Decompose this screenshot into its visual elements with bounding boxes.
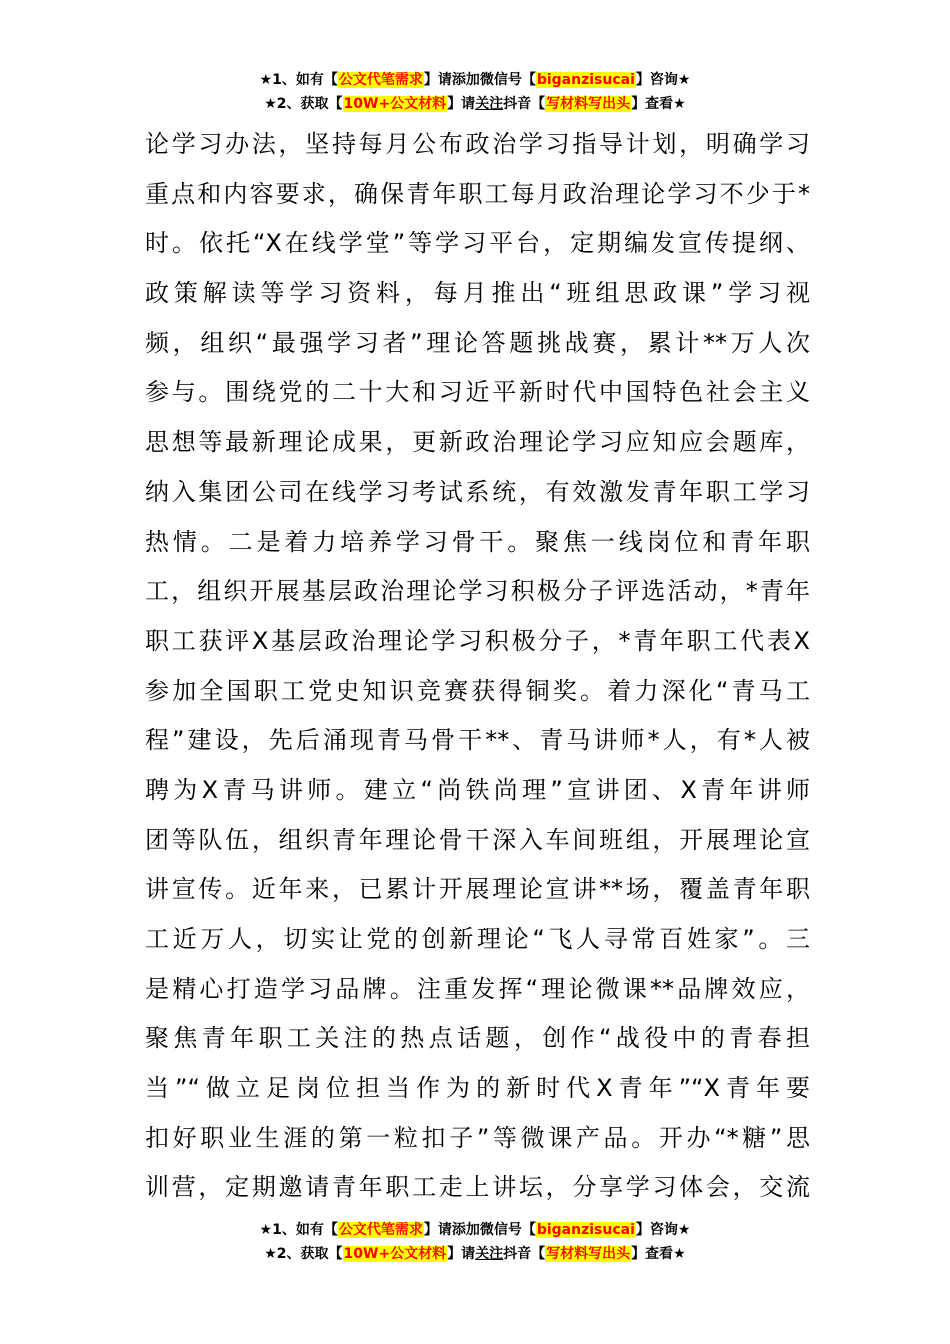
body-line: 论学习办法，坚持每月公布政治学习指导计划，明确学习 [145,130,810,158]
footer-line-2 [0,1242,950,1266]
header-line-2-prefix: ★2、获取【 [264,96,343,112]
body-line: 政策解读等学习资料，每月推出“班组思政课”学习视 [145,279,810,308]
footer-line-2-emphasis: 关注 [475,1246,504,1262]
body-line: 参与。围绕党的二十大和习近平新时代中国特色社会主义 [145,378,810,407]
header-banner [0,68,950,116]
body-line: 聘为X青马讲师。建立“尚铁尚理”宣讲团、X青年讲师 [145,775,810,804]
header-line-1-emphasis: 添加 [451,72,480,88]
footer-line-1-mid-2: 微信号【 [479,1222,536,1238]
footer-line-1-suffix: 】咨询★ [635,1222,691,1238]
body-line: 职工获评X基层政治理论学习积极分子，*青年职工代表X [145,626,810,655]
footer-line-1-highlight-service: 公文代笔需求 [338,1222,423,1238]
body-line: 是精心打造学习品牌。注重发挥“理论微课**品牌效应， [145,974,810,1003]
footer-line-1-mid: 】请 [423,1222,452,1238]
footer-line-1-highlight-wechat: biganzisucai [536,1222,635,1238]
body-line: 程”建设，先后涌现青马骨干**、青马讲师*人，有*人被 [145,726,810,755]
header-line-2 [0,92,950,116]
footer-line-2-highlight-douyin: 写材料写出头 [546,1246,631,1262]
header-line-2-highlight-materials: 10W+公文材料 [343,96,447,112]
footer-line-2-mid: 】请 [447,1246,476,1262]
header-line-1 [0,68,950,92]
body-line: 团等队伍，组织青年理论骨干深入车间班组，开展理论宣 [145,825,810,854]
body-line: 聚焦青年职工关注的热点话题，创作“战役中的青春担 [145,1024,810,1053]
header-line-1-mid: 】请 [423,72,452,88]
footer-line-1-prefix: ★1、如有【 [259,1222,338,1238]
body-line: 讲宣传。近年来，已累计开展理论宣讲**场，覆盖青年职 [145,875,810,904]
header-line-1-prefix: ★1、如有【 [259,72,338,88]
footer-line-2-prefix: ★2、获取【 [264,1246,343,1262]
body-line: 训营，定期邀请青年职工走上讲坛，分享学习体会，交流 [145,1173,810,1202]
body-line: 参加全国职工党史知识竞赛获得铜奖。着力深化“青马工 [145,676,810,705]
body-line: 重点和内容要求，确保青年职工每月政治理论学习不少于* [145,179,810,208]
body-line: 工，组织开展基层政治理论学习积极分子评选活动，*青年 [145,577,810,606]
footer-line-1 [0,1218,950,1242]
body-line: 当”“做立足岗位担当作为的新时代X青年”“X青年要 [145,1074,810,1103]
header-line-2-highlight-douyin: 写材料写出头 [546,96,631,112]
footer-line-1-emphasis: 添加 [451,1222,480,1238]
footer-banner [0,1218,950,1266]
header-line-2-mid: 】请 [447,96,476,112]
header-line-2-suffix: 】查看★ [631,96,686,112]
header-line-2-mid-2: 抖音【 [503,96,546,112]
header-line-1-highlight-service: 公文代笔需求 [338,72,423,88]
header-line-1-suffix: 】咨询★ [635,72,691,88]
document-body [145,120,810,1213]
footer-line-2-highlight-materials: 10W+公文材料 [343,1246,447,1262]
body-line: 纳入集团公司在线学习考试系统，有效激发青年职工学习 [145,477,810,506]
body-line: 热情。二是着力培养学习骨干。聚焦一线岗位和青年职 [145,527,810,556]
footer-line-2-suffix: 】查看★ [631,1246,686,1262]
header-line-2-emphasis: 关注 [475,96,504,112]
body-line: 频，组织“最强学习者”理论答题挑战赛，累计**万人次 [145,328,810,357]
body-line: 扣好职业生涯的第一粒扣子”等微课产品。开办“*糖”思 [145,1123,810,1152]
footer-line-2-mid-2: 抖音【 [503,1246,546,1262]
body-line: 时。依托“X在线学堂”等学习平台，定期编发宣传提纲、 [145,229,810,258]
body-line: 工近万人，切实让党的创新理论“飞人寻常百姓家”。三 [145,925,810,953]
body-line: 思想等最新理论成果，更新政治理论学习应知应会题库， [145,428,810,457]
header-line-1-highlight-wechat: biganzisucai [536,72,635,88]
header-line-1-mid-2: 微信号【 [479,72,536,88]
